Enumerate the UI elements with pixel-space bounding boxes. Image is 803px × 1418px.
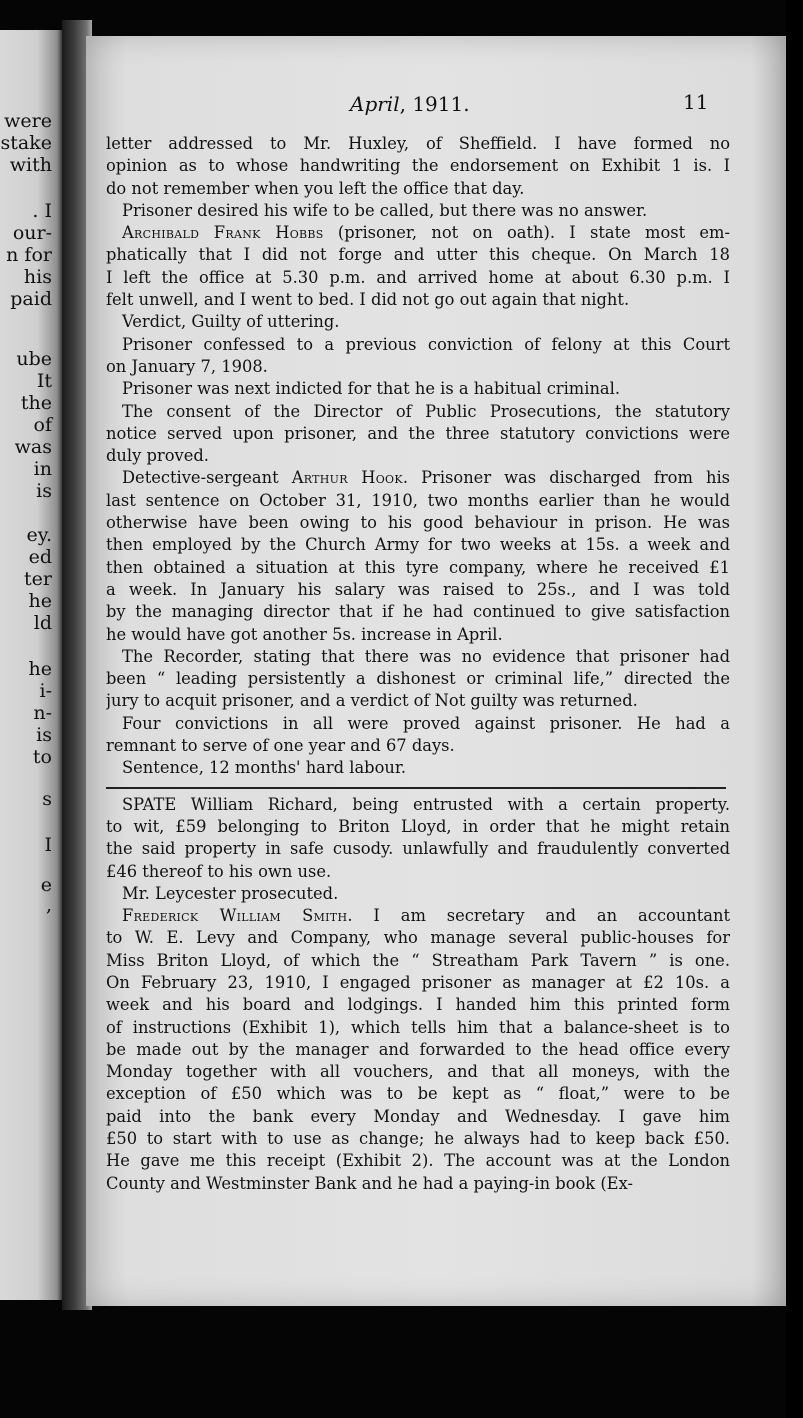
paragraph-line: Sentence, 12 months' hard labour. — [122, 758, 407, 778]
page-header — [86, 88, 786, 118]
left-page-fragment: he — [28, 590, 52, 612]
left-page-fragment: in — [33, 458, 52, 480]
witness-name: Arthur Hook — [291, 468, 403, 488]
left-page-fragment: ey. — [26, 524, 52, 546]
page-number: 11 — [683, 90, 709, 114]
left-page-fragment: his — [23, 266, 52, 288]
left-page-fragment: s — [42, 788, 52, 810]
second-case-paragraph-line: Mr. Leycester prosecuted. — [122, 883, 339, 903]
paragraph-line: phatically that I did not forge and utter this cheque. On March 18 — [106, 245, 730, 265]
paragraph-line: letter addressed to Mr. Huxley, of Sheffield. I have formed no — [106, 134, 730, 153]
paragraph-line: otherwise have been owing to his good behaviour in prison. He was — [106, 513, 730, 533]
left-page-fragment: was — [14, 436, 52, 458]
paragraph-line: jury to acquit prisoner, and a verdict of Not guilty was returned. — [106, 691, 638, 711]
left-page-fragment: I — [44, 834, 52, 856]
running-head — [350, 92, 470, 116]
paragraph-line: Four convictions in all were proved against prisoner. He had a — [122, 713, 730, 733]
paragraph-line: by the managing director that if he had continued to give satisfaction — [106, 602, 730, 622]
second-case-paragraph-line: Frederick William Smith. I am secretary and an accountant — [122, 906, 730, 926]
paragraph-line: Prisoner desired his wife to be called, but there was no answer. — [122, 200, 648, 220]
second-case-paragraph-line: County and Westminster Bank and he had a paying-in book (Ex- — [106, 1173, 633, 1193]
paragraph-line: notice served upon prisoner, and the three statutory convictions were — [106, 423, 730, 443]
second-case-paragraph-line: be made out by the manager and forwarded to the head office every — [106, 1039, 730, 1059]
running-head-year: , 1911. — [399, 92, 470, 116]
running-head-month: April — [350, 92, 400, 116]
paragraph-line: Archibald Frank Hobbs (prisoner, not on oath). I state most em- — [122, 223, 730, 243]
second-case-paragraph-line: to wit, £59 belonging to Briton Lloyd, in order that he might retain — [106, 816, 730, 836]
page-body-text — [106, 133, 730, 1195]
left-page-fragment: he — [28, 658, 52, 680]
paragraph-line: opinion as to whose handwriting the endorsement on Exhibit 1 is. I — [106, 156, 730, 176]
paragraph-line: The Recorder, stating that there was no evidence that prisoner had — [122, 646, 730, 666]
case-separator-rule — [106, 787, 726, 789]
left-page-fragment: i- — [39, 680, 52, 702]
left-page-fragment: to — [32, 746, 52, 768]
left-page-fragment: . I — [32, 200, 52, 222]
left-page-fragment: It — [36, 370, 52, 392]
second-case-paragraph-line: On February 23, 1910, I engaged prisoner as manager at £2 10s. a — [106, 972, 730, 992]
left-page-fragment: n for — [6, 244, 52, 266]
paragraph-line: duly proved. — [106, 446, 209, 466]
paragraph-line: do not remember when you left the office that day. — [106, 178, 525, 198]
second-case-paragraph-line: exception of £50 which was to be kept as “ float,” were to be — [106, 1084, 730, 1104]
paragraph-line: Prisoner confessed to a previous conviction of felony at this Court — [122, 334, 730, 354]
left-page-fragment: ed — [28, 546, 52, 568]
left-page-fragment: ube — [16, 348, 52, 370]
second-case-paragraph-line: the said property in safe cusody. unlawfully and fraudulently converted — [106, 839, 730, 859]
left-page-fragment: the — [20, 392, 52, 414]
paragraph-line: Verdict, Guilty of uttering. — [122, 312, 340, 332]
paragraph-line: last sentence on October 31, 1910, two months earlier than he would — [106, 490, 730, 510]
left-page-fragment: stake — [0, 132, 52, 154]
paragraph-line: The consent of the Director of Public Prosecutions, the statutory — [122, 401, 730, 421]
left-page-fragment: of — [33, 414, 52, 436]
witness-name: Frederick William Smith — [122, 906, 348, 926]
left-page-fragment: paid — [10, 288, 52, 310]
left-page-fragment: were — [4, 110, 52, 132]
second-case-paragraph-line: £50 to start with to use as change; he always had to keep back £50. — [106, 1129, 730, 1149]
left-page-fragment: e — [40, 874, 52, 896]
left-facing-page-fragment — [0, 30, 62, 1300]
paragraph-line: then employed by the Church Army for two weeks at 15s. a week and — [106, 535, 730, 555]
second-case-paragraph-line: of instructions (Exhibit 1), which tells him that a balance-sheet is to — [106, 1017, 730, 1037]
second-case-paragraph-line: Miss Briton Lloyd, of which the “ Streatham Park Tavern ” is one. — [106, 950, 730, 970]
second-case-paragraph-line: £46 thereof to his own use. — [106, 861, 332, 881]
scan-dark-edge — [786, 0, 803, 1418]
paragraph-line: then obtained a situation at this tyre company, where he received £1 — [106, 557, 730, 577]
paragraph-line: I left the office at 5.30 p.m. and arrived home at about 6.30 p.m. I — [106, 267, 730, 287]
paragraph-line: Prisoner was next indicted for that he is a habitual criminal. — [122, 379, 621, 399]
right-page — [86, 36, 786, 1306]
second-case-paragraph-line: to W. E. Levy and Company, who manage several public-houses for — [106, 928, 730, 948]
second-case-paragraph-line: paid into the bank every Monday and Wednesday. I gave him — [106, 1106, 730, 1126]
left-page-fragment: n- — [33, 702, 52, 724]
paragraph-line: felt unwell, and I went to bed. I did not go out again that night. — [106, 290, 630, 310]
left-page-fragment: our- — [12, 222, 52, 244]
left-page-fragment: , — [45, 894, 52, 916]
paragraph-line: been “ leading persistently a dishonest or criminal life,” directed the — [106, 669, 730, 689]
second-case-paragraph-line: He gave me this receipt (Exhibit 2). The account was at the London — [106, 1151, 730, 1171]
left-page-fragment: ld — [33, 612, 52, 634]
paragraph-line: remnant to serve of one year and 67 days. — [106, 736, 455, 756]
left-page-fragment: with — [9, 154, 52, 176]
left-page-fragment: is — [36, 724, 52, 746]
second-case-paragraph-line: SPATE William Richard, being entrusted with a certain property. — [122, 794, 730, 814]
paragraph-line: he would have got another 5s. increase in April. — [106, 624, 503, 644]
second-case-paragraph-line: Monday together with all vouchers, and that all moneys, with the — [106, 1062, 730, 1082]
second-case-paragraph-line: week and his board and lodgings. I handed him this printed form — [106, 995, 730, 1015]
paragraph-line: a week. In January his salary was raised to 25s., and I was told — [106, 579, 730, 599]
paragraph-line: on January 7, 1908. — [106, 356, 268, 376]
left-page-fragment: is — [36, 480, 52, 502]
witness-name: Archibald Frank Hobbs — [122, 223, 324, 243]
paragraph-line: Detective-sergeant Arthur Hook. Prisoner was discharged from his — [122, 468, 730, 488]
left-page-fragment: ter — [24, 568, 52, 590]
